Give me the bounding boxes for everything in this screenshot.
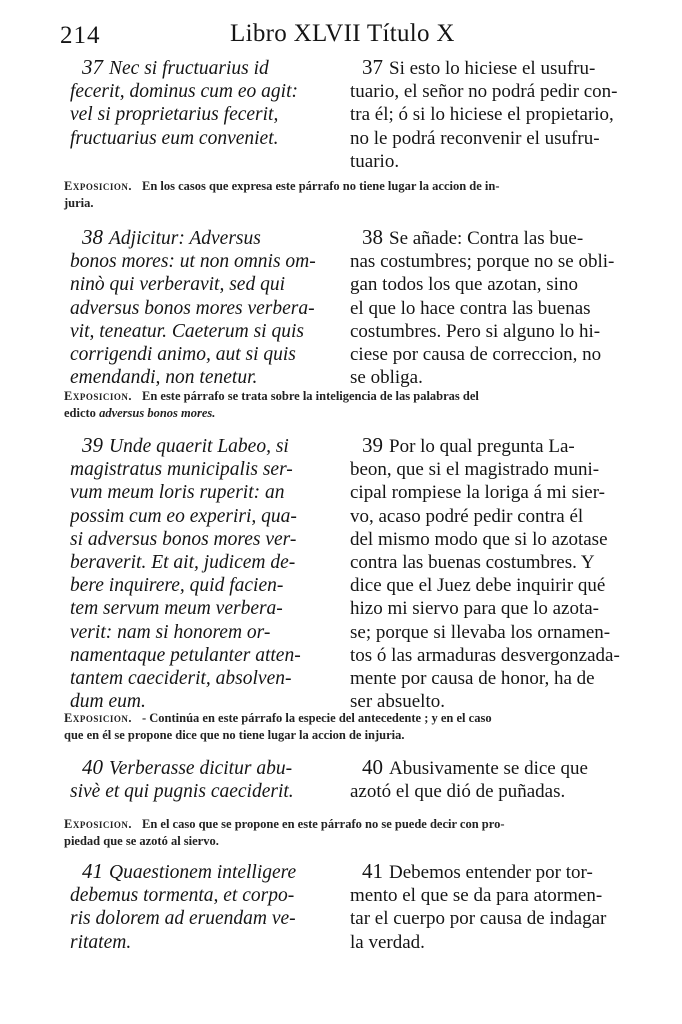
latin-line: fructuarius eum conveniet. (70, 127, 279, 149)
spanish-text (350, 434, 622, 713)
exposicion-label: Exposicion. (64, 817, 132, 831)
latin-line: tem servum meum verbera- (70, 598, 283, 620)
section-38 (70, 226, 630, 388)
latin-line: corrigendi animo, aut si quis (70, 344, 296, 366)
paragraph-number: 39 (362, 434, 383, 457)
spanish-line: contra las buenas costumbres. Y (350, 552, 595, 574)
latin-text (70, 434, 332, 713)
exposicion-38: Exposicion. En este párrafo se trata sobre la inteligencia de las palabras del edicto adversus bonos mores. (64, 389, 479, 420)
spanish-line: dice que el Juez debe inquirir qué (350, 575, 606, 597)
latin-line: emendandi, non tenetur. (70, 367, 258, 389)
spanish-line: se; porque si llevaba los ornamen- (350, 621, 611, 643)
exposicion-label: Exposicion. (64, 389, 132, 403)
spanish-line: tra él; ó si lo hiciese el propietario, (350, 104, 614, 126)
latin-line: ritatem. (70, 931, 132, 953)
spanish-line: del mismo modo que si lo azotase (350, 528, 608, 550)
latin-line: ninò qui verberavit, sed qui (70, 274, 286, 296)
spanish-line: beon, que si el magistrado muni- (350, 459, 600, 481)
spanish-line: 40 Abusivamente se dice que (350, 756, 622, 780)
latin-line: verit: nam si honorem or- (70, 621, 271, 643)
latin-line: possim cum eo experiri, qua- (70, 505, 297, 527)
spanish-line: ciese por causa de correccion, no (350, 344, 602, 366)
spanish-line: no le podrá reconvenir el usufru- (350, 127, 600, 149)
spanish-line: tos ó las armaduras desvergonzada- (350, 644, 620, 666)
spanish-line: tuario, el señor no podrá pedir con- (350, 81, 618, 103)
running-head: Libro XLVII Título X (230, 20, 455, 47)
paragraph-number: 39 (82, 434, 103, 457)
latin-line: si adversus bonos mores ver- (70, 528, 297, 550)
spanish-line: azotó el que dió de puñadas. (350, 781, 566, 803)
latin-line: dum eum. (70, 691, 146, 713)
spanish-line: tar el cuerpo por causa de indagar (350, 908, 607, 930)
latin-line: vum meum loris ruperit: an (70, 482, 285, 504)
spanish-line: mente por causa de honor, ha de (350, 668, 595, 690)
spanish-line: hizo mi siervo para que lo azota- (350, 598, 600, 620)
page-number: 214 (60, 22, 101, 49)
spanish-line: tuario. (350, 150, 400, 172)
latin-line: 37 Nec si fructuarius id (70, 56, 332, 80)
spanish-line: costumbres. Pero si alguno lo hi- (350, 320, 601, 342)
latin-line: vel si proprietarius fecerit, (70, 104, 279, 126)
paragraph-number: 41 (82, 860, 103, 883)
spanish-text (350, 756, 622, 803)
paragraph-number: 38 (82, 226, 103, 249)
latin-line: ris dolorem ad eruendam ve- (70, 908, 296, 930)
latin-line: adversus bonos mores verbera- (70, 297, 315, 319)
section-39 (70, 434, 630, 716)
latin-line: vit, teneatur. Caeterum si quis (70, 320, 304, 342)
spanish-text (350, 56, 622, 173)
spanish-line: nas costumbres; porque no se obli- (350, 251, 615, 273)
latin-line: 41 Quaestionem intelligere (70, 860, 332, 884)
latin-line: 40 Verberasse dicitur abu- (70, 756, 332, 780)
paragraph-number: 37 (362, 56, 383, 79)
paragraph-number: 38 (362, 226, 383, 249)
latin-text (70, 860, 332, 954)
paragraph-number: 37 (82, 56, 103, 79)
spanish-line: 39 Por lo qual pregunta La- (350, 434, 622, 458)
section-37 (70, 56, 630, 174)
latin-line: tantem caeciderit, absolven- (70, 668, 292, 690)
spanish-line: mento el que se da para atormen- (350, 885, 603, 907)
latin-line: bere inquirere, quid facien- (70, 575, 284, 597)
spanish-line: 38 Se añade: Contra las bue- (350, 226, 622, 250)
exposicion-37: Exposicion. En los casos que expresa este párrafo no tiene lugar la accion de in- juria. (64, 179, 500, 210)
latin-text (70, 226, 332, 389)
spanish-line: se obliga. (350, 367, 423, 389)
spanish-line: cipal rompiese la loriga á mi sier- (350, 482, 605, 504)
spanish-text (350, 226, 622, 389)
spanish-line: la verdad. (350, 931, 425, 953)
latin-line: beraverit. Et ait, judicem de- (70, 552, 296, 574)
spanish-line: 41 Debemos entender por tor- (350, 860, 622, 884)
spanish-line: 37 Si esto lo hiciese el usufru- (350, 56, 622, 80)
latin-line: 39 Unde quaerit Labeo, si (70, 434, 332, 458)
exposicion-40: Exposicion. En el caso que se propone en este párrafo no se puede decir con pro- piedad que se azotó al siervo. (64, 817, 505, 848)
latin-text (70, 56, 332, 150)
latin-line: debemus tormenta, et corpo- (70, 885, 295, 907)
section-40 (70, 756, 630, 806)
latin-line: magistratus municipalis ser- (70, 459, 293, 481)
paragraph-number: 41 (362, 860, 383, 883)
spanish-text (350, 860, 622, 954)
latin-line: 38 Adjicitur: Adversus (70, 226, 332, 250)
exposicion-label: Exposicion. (64, 179, 132, 193)
latin-line: namentaque petulanter atten- (70, 644, 301, 666)
latin-text (70, 756, 332, 803)
spanish-line: vo, acaso podré pedir contra él (350, 505, 584, 527)
paragraph-number: 40 (82, 756, 103, 779)
latin-line: sivè et qui pugnis caeciderit. (70, 781, 294, 803)
spanish-line: gan todos los que azotan, sino (350, 274, 578, 296)
latin-line: bonos mores: ut non omnis om- (70, 251, 316, 273)
paragraph-number: 40 (362, 756, 383, 779)
page-header (60, 18, 632, 50)
section-41 (70, 860, 630, 960)
exposicion-39: Exposicion. - Continúa en este párrafo la especie del antecedente ; y en el caso que en él se propone dice que no tiene lugar la accion de injuria. (64, 711, 492, 742)
latin-line: fecerit, dominus cum eo agit: (70, 81, 298, 103)
exposicion-label: Exposicion. (64, 711, 132, 725)
spanish-line: el que lo hace contra las buenas (350, 297, 591, 319)
spanish-line: ser absuelto. (350, 691, 445, 713)
